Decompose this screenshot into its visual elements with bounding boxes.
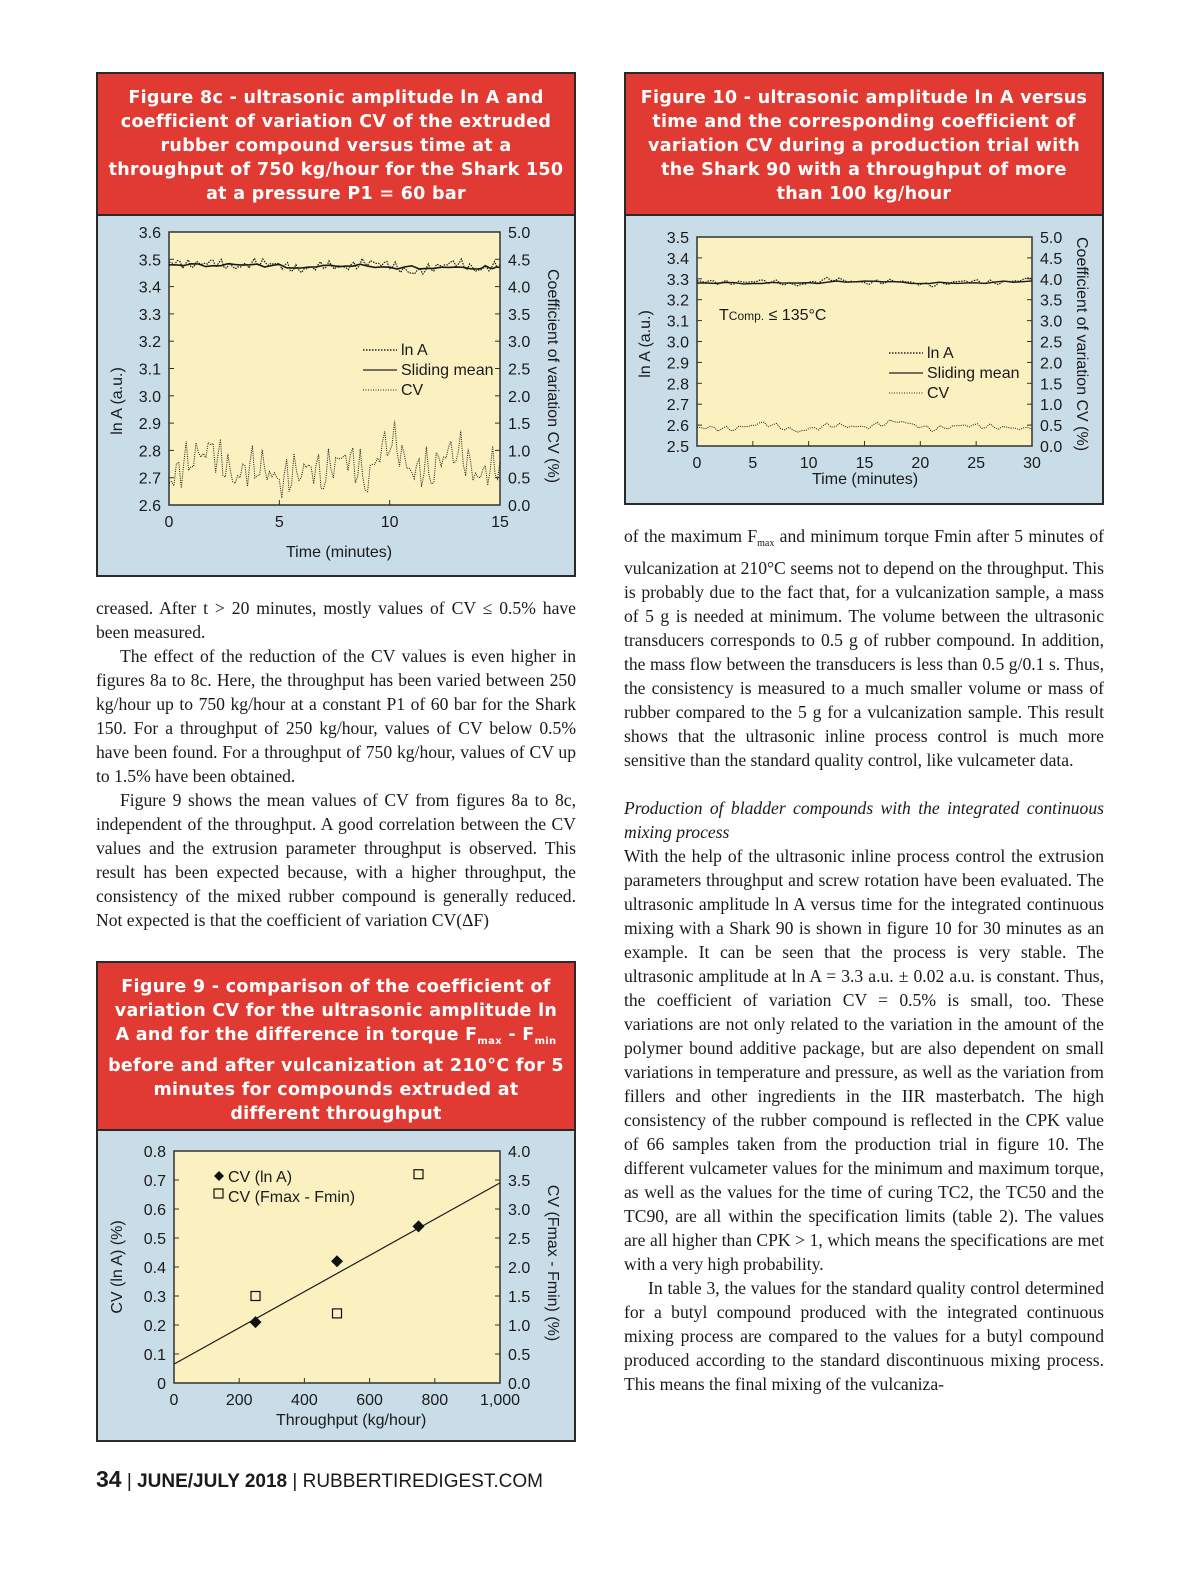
y-tick-label: 2.9 — [138, 416, 161, 434]
website: RUBBERTIREDIGEST.COM — [302, 1471, 543, 1492]
y-tick-label: 2.6 — [138, 498, 161, 515]
y2-tick-label: 3.5 — [508, 1173, 531, 1190]
legend-mean: Sliding mean — [401, 362, 494, 379]
y2-tick-label: 1.0 — [508, 443, 531, 461]
x-tick-label: 400 — [291, 1392, 318, 1409]
issue-date: JUNE/JULY 2018 — [137, 1471, 288, 1492]
x-tick-label: 15 — [491, 514, 509, 531]
figure-10 — [624, 72, 1104, 505]
plot-area — [697, 237, 1032, 446]
annotation-sub: Comp. — [728, 309, 765, 323]
legend-lna: ln A — [927, 345, 954, 362]
y2-tick-label: 4.5 — [1040, 250, 1063, 268]
footer-separator: | — [121, 1471, 138, 1492]
x-tick-label: 10 — [799, 455, 818, 472]
y-tick-label: 3.6 — [138, 225, 161, 242]
y2-tick-label: 0.5 — [1040, 418, 1063, 436]
figure-10-title: Figure 10 - ultrasonic amplitude ln A versus time and the corresponding coefficient of variation CV during a production trial with the Shark 90 with a throughput of more than 100 kg/hour — [626, 74, 1102, 216]
y2-tick-label: 2.0 — [508, 1260, 531, 1277]
x-tick-label: 0 — [164, 514, 174, 531]
y2-axis-label: Coefficient of variation CV (%) — [544, 268, 561, 484]
x-axis-label: Throughput (kg/hour) — [276, 1412, 427, 1429]
y-tick-label: 3.0 — [666, 334, 689, 352]
y2-tick-label: 4.0 — [508, 1144, 531, 1161]
paragraph: With the help of the ultrasonic inline process control the extrusion parameters throughput and screw rotation have been evaluated. The ultrasonic amplitude ln A versus time for the integrated continuous mixing with a Shark 90 is shown in figure 10 for 30 minutes as an example. It can be seen that the process is very stable. The ultrasonic amplitude at ln A = 3.3 a.u. ± 0.02 a.u. is constant. Thus, the coefficient of variation CV = 0.5% is small, too. These variations are not only related to the variation in the amount of the polymer bound additive package, but are also dependent on small variations in temperature and pressure, as well as the variation from fillers and other ingredients in the IIR masterbatch. The high consistency of the rubber compound is reflected in the CPK value of 66 samples taken from the production trial in figure 10. The different vulcameter values for the minimum and maximum torque, as well as the values for the time of curing TC2, the TC50 and the TC90, are all within the specification limits (table 2). The values are all higher than CPK > 1, which means the specifications are met with a very high probability. — [624, 846, 1104, 1274]
y-tick-label: 0.1 — [143, 1347, 166, 1364]
y-tick-label: 2.7 — [138, 470, 161, 488]
temperature-annotation — [719, 307, 826, 324]
x-tick-label: 0 — [692, 455, 702, 472]
legend-lna: ln A — [401, 342, 428, 359]
right-text-block — [624, 524, 1104, 1396]
y2-tick-label: 4.0 — [1040, 271, 1063, 289]
figure-10-svg — [626, 216, 1102, 503]
y2-tick-label: 0.0 — [1040, 439, 1063, 456]
y2-axis-label: CV (Fmax - Fmin) (%) — [544, 1184, 561, 1342]
x-tick-label: 0 — [169, 1392, 179, 1409]
y2-tick-label: 0.0 — [508, 1376, 531, 1393]
y2-tick-label: 2.5 — [1040, 334, 1063, 352]
paragraph: In table 3, the values for the standard quality control determined for a butyl compound produced with the integrated continuous mixing process are compared to the values for a butyl compound produced according to the standard discontinuous mixing process. This means the final mixing of the vulcaniza- — [624, 1278, 1104, 1394]
legend-cv: CV — [927, 385, 950, 402]
y-tick-label: 3.3 — [666, 271, 689, 289]
x-tick-label: 30 — [1023, 455, 1041, 472]
y-tick-label: 3.1 — [666, 313, 689, 331]
y-tick-label: 2.8 — [138, 443, 161, 461]
y2-tick-label: 5.0 — [508, 225, 531, 242]
legend-cv-torque: CV (Fmax - Fmin) — [228, 1189, 356, 1206]
x-tick-label: 800 — [421, 1392, 449, 1409]
y-tick-label: 3.1 — [138, 361, 161, 379]
figure-8c-chart — [98, 216, 574, 575]
y-tick-label: 0.2 — [143, 1318, 166, 1335]
x-tick-label: 1,000 — [479, 1392, 521, 1409]
x-tick-label: 5 — [748, 455, 758, 472]
x-tick-label: 5 — [274, 514, 284, 531]
y-tick-label: 0.7 — [143, 1173, 166, 1190]
title-text: Figure 9 - comparison of the coefficient of variation CV for the ultrasonic amplitude ln A and for the difference in torque F — [114, 977, 558, 1045]
figure-9-svg — [98, 1131, 574, 1440]
title-text: - F — [501, 1025, 535, 1045]
left-text-block — [96, 596, 576, 932]
section-subheading: Production of bladder compounds with the integrated continuous mixing process — [624, 798, 1104, 842]
y2-tick-label: 1.5 — [508, 1289, 531, 1306]
y-tick-label: 0.5 — [143, 1231, 166, 1248]
x-axis-label: Time (minutes) — [812, 471, 919, 488]
paragraph: The effect of the reduction of the CV values is even higher in figures 8a to 8c. Here, the throughput has been varied between 250 kg/hour up to 750 kg/hour at a constant P1 of 60 bar for the Shark 150. For a throughput of 250 kg/hour, values of CV below 0.5% have been found. For a throughput of 750 kg/hour, values of CV up to 1.5% have been obtained. — [96, 646, 576, 786]
x-tick-label: 10 — [380, 514, 399, 531]
y2-tick-label: 2.0 — [1040, 355, 1063, 373]
annotation-main: T — [719, 307, 729, 324]
y2-tick-label: 4.0 — [508, 279, 531, 297]
y2-tick-label: 2.5 — [508, 1231, 531, 1248]
figure-9 — [96, 961, 576, 1442]
y2-tick-label: 0.5 — [508, 1347, 531, 1364]
figure-8c — [96, 72, 576, 577]
y-tick-label: 3.4 — [666, 250, 689, 268]
x-axis-label: Time (minutes) — [286, 544, 393, 561]
paragraph-text: and minimum torque Fmin after 5 minutes of vulcanization at 210°C seems not to depend on the throughput. This is probably due to the fact that, for a vulcanization sample, a mass of 5 g is needed at minimum. The volume between the ultrasonic transducers corresponds to 0.5 g of rubber compound. In addition, the mass flow between the transducers is less than 0.5 g/0.1 s. Thus, the consistency is measured to a much smaller volume or mass of rubber compared to the 5 g for a vulcanization sample. This result shows that the ultrasonic inline process control is much more sensitive than the standard quality control, like vulcameter data. — [624, 526, 1104, 770]
title-subscript: max — [477, 1036, 502, 1047]
y2-tick-label: 5.0 — [1040, 230, 1063, 247]
y2-tick-label: 3.0 — [508, 1202, 531, 1219]
y2-tick-label: 3.0 — [508, 334, 531, 352]
figure-8c-svg — [98, 216, 574, 575]
y-tick-label: 3.5 — [666, 230, 689, 247]
y-tick-label: 0 — [157, 1376, 166, 1393]
y2-tick-label: 1.5 — [1040, 376, 1063, 394]
page-footer — [96, 1466, 543, 1493]
legend-mean: Sliding mean — [927, 365, 1020, 382]
y2-tick-label: 4.5 — [508, 252, 531, 270]
y2-tick-label: 0.5 — [508, 470, 531, 488]
y2-tick-label: 3.5 — [508, 306, 531, 324]
paragraph: creased. After t > 20 minutes, mostly values of CV ≤ 0.5% have been measured. — [96, 598, 576, 642]
paragraph: Figure 9 shows the mean values of CV from figures 8a to 8c, independent of the throughput. A good correlation between the CV values and the extrusion parameter throughput is observed. This result has been expected because, with a higher throughput, the consistency of the mixed rubber compound is generally reduced. Not expected is that the coefficient of variation CV(ΔF) — [96, 790, 576, 930]
y2-tick-label: 2.0 — [508, 388, 531, 406]
y2-tick-label: 1.5 — [508, 416, 531, 434]
x-tick-label: 600 — [356, 1392, 383, 1409]
y2-tick-label: 3.5 — [1040, 292, 1063, 310]
paragraph-text: of the maximum F — [624, 526, 758, 546]
y-tick-label: 3.3 — [138, 306, 161, 324]
y-tick-label: 3.5 — [138, 252, 161, 270]
y-tick-label: 3.2 — [666, 292, 689, 310]
y-tick-label: 0.3 — [143, 1289, 166, 1306]
legend-cv: CV — [401, 382, 424, 399]
x-tick-label: 200 — [225, 1392, 253, 1409]
y-tick-label: 2.8 — [666, 376, 689, 394]
y-tick-label: 0.4 — [143, 1260, 166, 1277]
x-tick-label: 20 — [911, 455, 930, 472]
title-subscript: min — [534, 1036, 557, 1047]
y-tick-label: 3.4 — [138, 279, 161, 297]
annotation-rest: ≤ 135°C — [764, 307, 827, 324]
figure-10-chart — [626, 216, 1102, 503]
y-axis-label: CV (ln A) (%) — [109, 1220, 126, 1314]
y-axis-label: ln A (a.u.) — [109, 367, 126, 435]
legend-cv-lna: CV (ln A) — [228, 1169, 293, 1186]
page-number: 34 — [96, 1466, 122, 1492]
title-text: before and after vulcanization at 210°C for 5 minutes for compounds extruded at different throughput — [108, 1056, 564, 1124]
figure-9-chart — [98, 1131, 574, 1440]
y-tick-label: 2.5 — [666, 439, 689, 456]
spacer — [624, 772, 1104, 796]
y-tick-label: 3.0 — [138, 388, 161, 406]
y2-tick-label: 2.5 — [508, 361, 531, 379]
y2-axis-label: Coefficient of variation CV (%) — [1073, 236, 1090, 452]
y2-tick-label: 1.0 — [1040, 397, 1063, 415]
x-tick-label: 25 — [967, 455, 986, 472]
y2-tick-label: 1.0 — [508, 1318, 531, 1335]
figure-8c-title: Figure 8c - ultrasonic amplitude ln A and coefficient of variation CV of the extruded rubber compound versus time at a throughput of 750 kg/hour for the Shark 150 at a pressure P1 = 60 bar — [98, 74, 574, 216]
y-tick-label: 0.8 — [143, 1144, 166, 1161]
y-tick-label: 2.9 — [666, 355, 689, 373]
y-tick-label: 0.6 — [143, 1202, 166, 1219]
y-tick-label: 3.2 — [138, 334, 161, 352]
y-axis-label: ln A (a.u.) — [637, 310, 654, 378]
x-tick-label: 15 — [855, 455, 874, 472]
y-tick-label: 2.6 — [666, 418, 689, 436]
figure-9-title — [98, 963, 574, 1131]
footer-separator: | — [287, 1471, 303, 1492]
y-tick-label: 2.7 — [666, 397, 689, 415]
paragraph — [624, 524, 1104, 772]
y2-tick-label: 3.0 — [1040, 313, 1063, 331]
paragraph-subscript: max — [757, 538, 775, 549]
y2-tick-label: 0.0 — [508, 498, 531, 515]
